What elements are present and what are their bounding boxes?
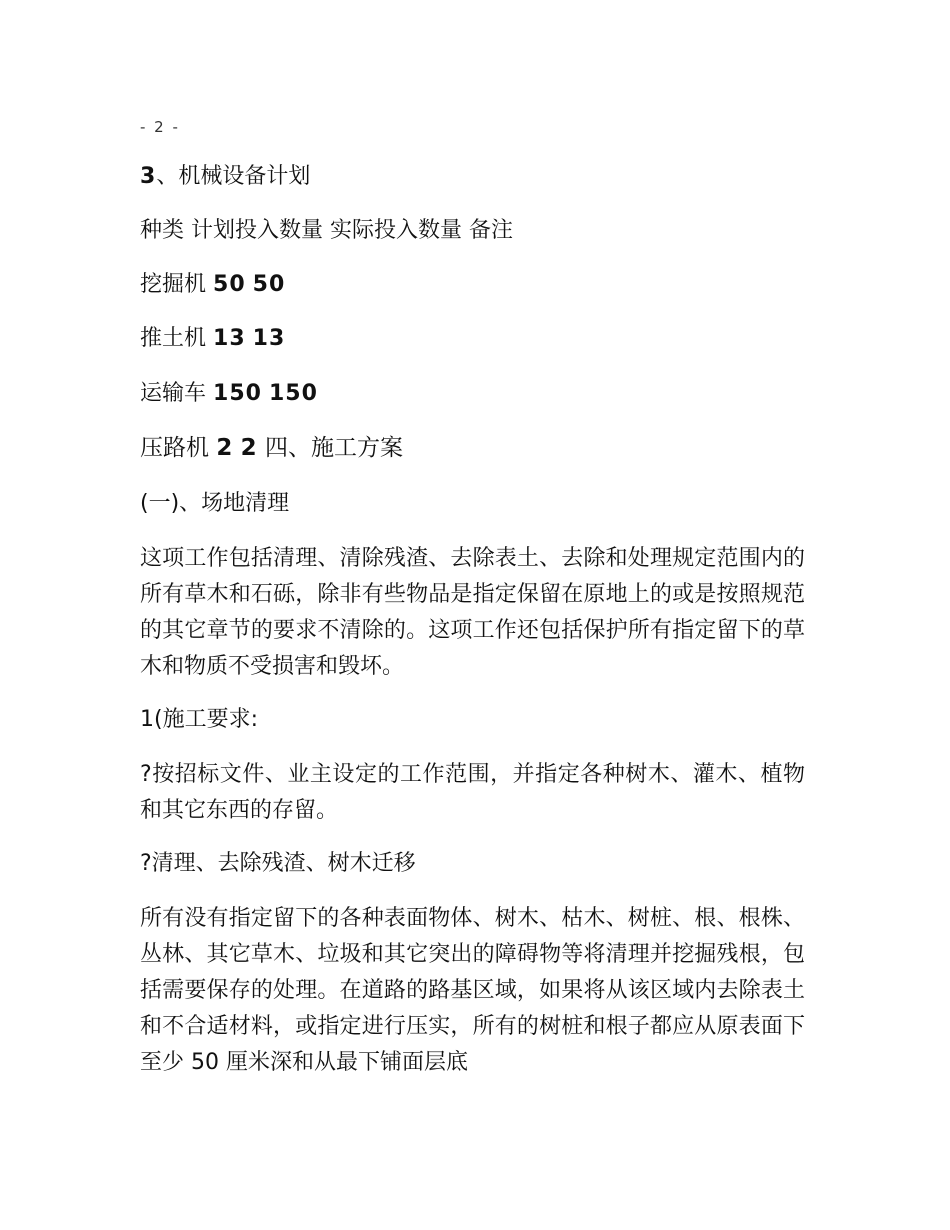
equipment-actual: 13 bbox=[252, 326, 286, 351]
equipment-name: 推土机 bbox=[140, 326, 207, 351]
equipment-header: 种类 计划投入数量 实际投入数量 备注 bbox=[140, 218, 513, 243]
equipment-planned: 13 bbox=[213, 326, 246, 351]
equipment-actual: 50 bbox=[252, 272, 286, 297]
equipment-row-truck bbox=[140, 377, 318, 411]
chapter-heading: 四、施工方案 bbox=[264, 435, 403, 461]
requirements-title: 1(施工要求: bbox=[140, 707, 258, 732]
equipment-planned: 150 bbox=[213, 381, 262, 406]
equipment-planned: 2 bbox=[216, 435, 234, 461]
equipment-name: 运输车 bbox=[140, 381, 207, 406]
paragraph-site-clearing: 这项工作包括清理、清除残渣、去除表土、去除和处理规定范围内的所有草木和石砾，除非有些物品是指定保留在原地上的或是按照规范的其它章节的要求不清除的。这项工作还包括保护所有指定留下的草木和物质不受损害和毁坏。 bbox=[140, 546, 805, 679]
equipment-row-roller bbox=[140, 431, 403, 465]
equipment-row-bulldozer bbox=[140, 322, 285, 356]
equipment-name: 挖掘机 bbox=[140, 272, 207, 297]
bullet-clearing: ?清理、去除残渣、树木迁移 bbox=[140, 851, 416, 876]
page-number: - 2 - bbox=[140, 118, 180, 136]
equipment-actual: 2 bbox=[240, 435, 258, 461]
subsection-title: (一)、场地清理 bbox=[140, 491, 290, 516]
paragraph-clearing-details: 所有没有指定留下的各种表面物体、树木、枯木、树桩、根、根株、丛林、其它草木、垃圾和其它突出的障碍物等将清理并挖掘残根，包括需要保存的处理。在道路的路基区域，如果将从该区域内去除表土和不合适材料，或指定进行压实，所有的树桩和根子都应从原表面下至少 50 厘米深和从最下铺面层底 bbox=[140, 906, 805, 1075]
section-heading-text: 、机械设备计划 bbox=[156, 164, 311, 189]
section-heading bbox=[140, 160, 310, 194]
equipment-name: 压路机 bbox=[140, 435, 209, 461]
equipment-row-excavator bbox=[140, 268, 285, 302]
bullet-work-scope: ?按招标文件、业主设定的工作范围，并指定各种树木、灌木、植物和其它东西的存留。 bbox=[140, 762, 805, 823]
equipment-actual: 150 bbox=[268, 381, 318, 406]
equipment-planned: 50 bbox=[213, 272, 246, 297]
section-heading-number: 3 bbox=[140, 164, 157, 189]
